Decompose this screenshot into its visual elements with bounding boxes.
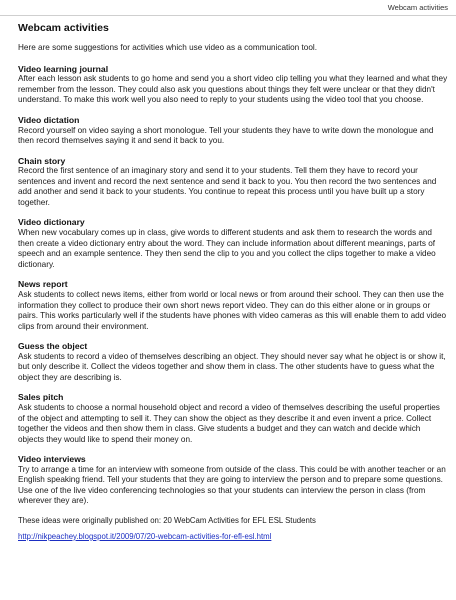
section-sales-pitch: [18, 392, 448, 445]
section-body: Ask students to choose a normal household object and record a video of themselves describing the useful properties of the object and attempting to sell it. They can show the object as they describe it and even invent a price. Collect together the videos and then show them in class. Give students a budget and they can watch and decide which objects they would like to spend their money on.: [18, 403, 440, 444]
section-heading: Video interviews: [18, 454, 86, 465]
section-video-interviews: [18, 454, 448, 507]
section-body: When new vocabulary comes up in class, give words to different students and ask them to research the words and then create a video dictionary entry about the word. They can include information about different meanings, parts of speech and an example sentence. They then send the clip to you and you collect the clips together to make a video dictionary.: [18, 228, 436, 269]
section-body: After each lesson ask students to go home and send you a short video clip telling you what they learned and what they remember from the lesson. They could also ask you questions about things they felt were unclear or that they didn't understand. To make this work well you also need to reply to your students using the video tool that you choose.: [18, 74, 448, 105]
section-guess-the-object: [18, 341, 448, 383]
section-body: Ask students to collect news items, either from world or local news or from around their school. They can then use the information they collect to produce their own short news report video. They can do this either alone or in groups or pairs. This works particularly well if the students have phones with video cameras as this will enable them to add video clips from around their environment.: [18, 290, 447, 331]
section-heading: Video dictionary: [18, 217, 85, 228]
source-note: These ideas were originally published on: 20 WebCam Activities for EFL ESL Students: [18, 515, 316, 525]
section-body: Record yourself on video saying a short monologue. Tell your students they have to write down the monologue and then record themselves saying it and send it back to you.: [18, 125, 434, 146]
document-body: [18, 22, 448, 544]
page-header-label: Webcam activities: [387, 3, 448, 12]
section-body: Try to arrange a time for an interview with someone from outside of the class. This could be with another teacher or an English speaking friend. Tell your students that they are going to interview the person and to prepare some questions. Use one of the live video conferencing technologies so that your students can interview the person in class (from wherever they are).: [18, 464, 446, 506]
header-divider: [0, 15, 456, 16]
section-video-learning-journal: [18, 64, 448, 106]
section-chain-story: [18, 156, 448, 209]
page-title: Webcam activities: [18, 22, 109, 34]
section-heading: Chain story: [18, 155, 66, 166]
section-heading: Sales pitch: [18, 392, 64, 403]
intro-paragraph: Here are some suggestions for activities which use video as a communication tool.: [18, 43, 317, 52]
section-body: Record the first sentence of an imaginary story and send it to your students. Tell them they have to record your sentences and invent and record the next sentence and send it back to you. You then record the two sentences and add another and send it back to your students. You continue to repeat this process until you have built up a story together.: [18, 166, 437, 207]
section-heading: Guess the object: [18, 341, 88, 352]
section-heading: Video dictation: [18, 114, 80, 125]
section-heading: Video learning journal: [18, 63, 109, 74]
section-news-report: [18, 279, 448, 332]
section-video-dictionary: [18, 217, 448, 270]
section-heading: News report: [18, 279, 68, 290]
source-link[interactable]: http://nikpeachey.blogspot.it/2009/07/20-webcam-activities-for-efl-esl.html: [18, 531, 272, 541]
section-video-dictation: [18, 115, 448, 147]
section-body: Ask students to record a video of themselves describing an object. They should never say what he object is or show it, but only describe it. Collect the videos together and show them in class. The other students have to guess what the object they are describing is.: [18, 351, 446, 382]
source-footer: [18, 516, 448, 544]
